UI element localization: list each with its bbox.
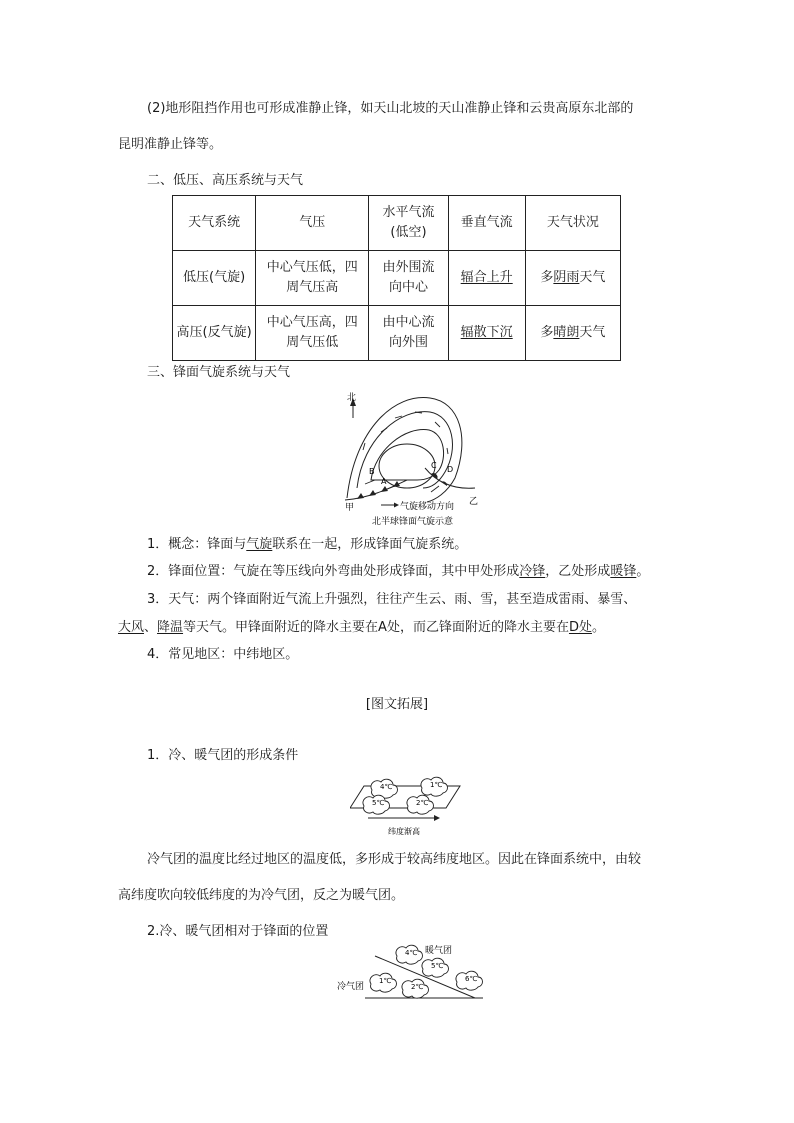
item-3-line-1: 3．天气：两个锋面附近气流上升强烈，往往产生云、雨、雪，甚至造成雷雨、暴雪、 [147, 592, 637, 607]
weather-system-table [172, 195, 621, 361]
temp-label: 1℃ [430, 781, 443, 789]
diagram-label-b: B [369, 467, 375, 476]
movement-arrow-icon [381, 503, 399, 508]
table-header-cell: 天气状况 [525, 196, 620, 251]
cold-air-mass-label: 冷气团 [337, 982, 365, 992]
table-row [173, 306, 621, 361]
table-header-cell: 气压 [256, 196, 369, 251]
front-lines [345, 468, 475, 500]
diagram-label-c: C [431, 461, 437, 470]
diagram-caption: 北半球锋面气旋示意 [372, 517, 454, 527]
isobars [347, 398, 462, 502]
table-cell: 辐散下沉 [448, 306, 525, 361]
table-cell: 辐合上升 [448, 251, 525, 306]
table-cell: 由外围流 向中心 [369, 251, 448, 306]
temp-label: 2℃ [411, 983, 424, 991]
table-cell: 多阴雨天气 [525, 251, 620, 306]
item-3-line-2: 大风、降温等天气。甲锋面附近的降水主要在A处，而乙锋面附近的降水主要在D处。 [118, 620, 605, 635]
table-cell: 多晴朗天气 [525, 306, 620, 361]
temp-label: 1℃ [379, 977, 392, 985]
extension-title: [图文拓展] [365, 697, 429, 712]
north-label: 北 [347, 393, 357, 403]
table-header-cell: 水平气流 (低空) [369, 196, 448, 251]
table-cell: 中心气压高，四 周气压低 [256, 306, 369, 361]
section-heading: 二、低压、高压系统与天气 [147, 173, 304, 188]
item-1: 1．概念：锋面与气旋联系在一起，形成锋面气旋系统。 [147, 537, 468, 552]
item-2: 2．锋面位置：气旋在等压线向外弯曲处形成锋面，其中甲处形成冷锋，乙处形成暖锋。 [147, 564, 650, 579]
section-heading: 三、锋面气旋系统与天气 [147, 365, 291, 380]
temp-label: 2℃ [416, 799, 429, 807]
frontal-cyclone-diagram [335, 388, 485, 530]
movement-label: 气旋移动方向 [400, 502, 455, 512]
latitude-label: 纬度渐高 [388, 827, 420, 836]
yi-label: 乙 [469, 497, 479, 507]
table-cell: 高压(反气旋) [173, 306, 256, 361]
table-header-cell: 垂直气流 [448, 196, 525, 251]
jia-label: 甲 [345, 503, 355, 513]
diagram-label-a: A [381, 477, 387, 486]
latitude-arrow-icon [368, 815, 440, 821]
table-header-cell: 天气系统 [173, 196, 256, 251]
air-mass-formation-diagram [350, 772, 470, 840]
temp-label: 5℃ [372, 799, 385, 807]
table-cell: 中心气压低，四 周气压高 [256, 251, 369, 306]
table-cell: 由中心流 向外围 [369, 306, 448, 361]
table-row [173, 251, 621, 306]
paragraph-line: (2)地形阻挡作用也可形成准静止锋，如天山北坡的天山准静止锋和云贵高原东北部的 [147, 101, 634, 116]
paragraph-line: 昆明准静止锋等。 [118, 137, 223, 152]
table-cell: 低压(气旋) [173, 251, 256, 306]
ext2-heading: 2.冷、暖气团相对于锋面的位置 [147, 924, 329, 939]
ext1-text-line-2: 高纬度吹向较低纬度的为冷气团，反之为暖气团。 [118, 888, 405, 903]
temp-label: 5℃ [431, 962, 444, 970]
table-header-row [173, 196, 621, 251]
diagram-label-d: D [447, 465, 454, 474]
temp-label: 6℃ [465, 975, 478, 983]
ext1-text-line-1: 冷气团的温度比经过地区的温度低，多形成于较高纬度地区。因此在锋面系统中，由较 [147, 852, 642, 867]
warm-air-mass-label: 暖气团 [425, 946, 453, 956]
temp-label: 4℃ [405, 949, 418, 957]
front-position-diagram [335, 940, 487, 1002]
temp-label: 4℃ [380, 783, 393, 791]
ext1-heading: 1．冷、暖气团的形成条件 [147, 748, 299, 763]
item-4: 4．常见地区：中纬地区。 [147, 647, 299, 662]
